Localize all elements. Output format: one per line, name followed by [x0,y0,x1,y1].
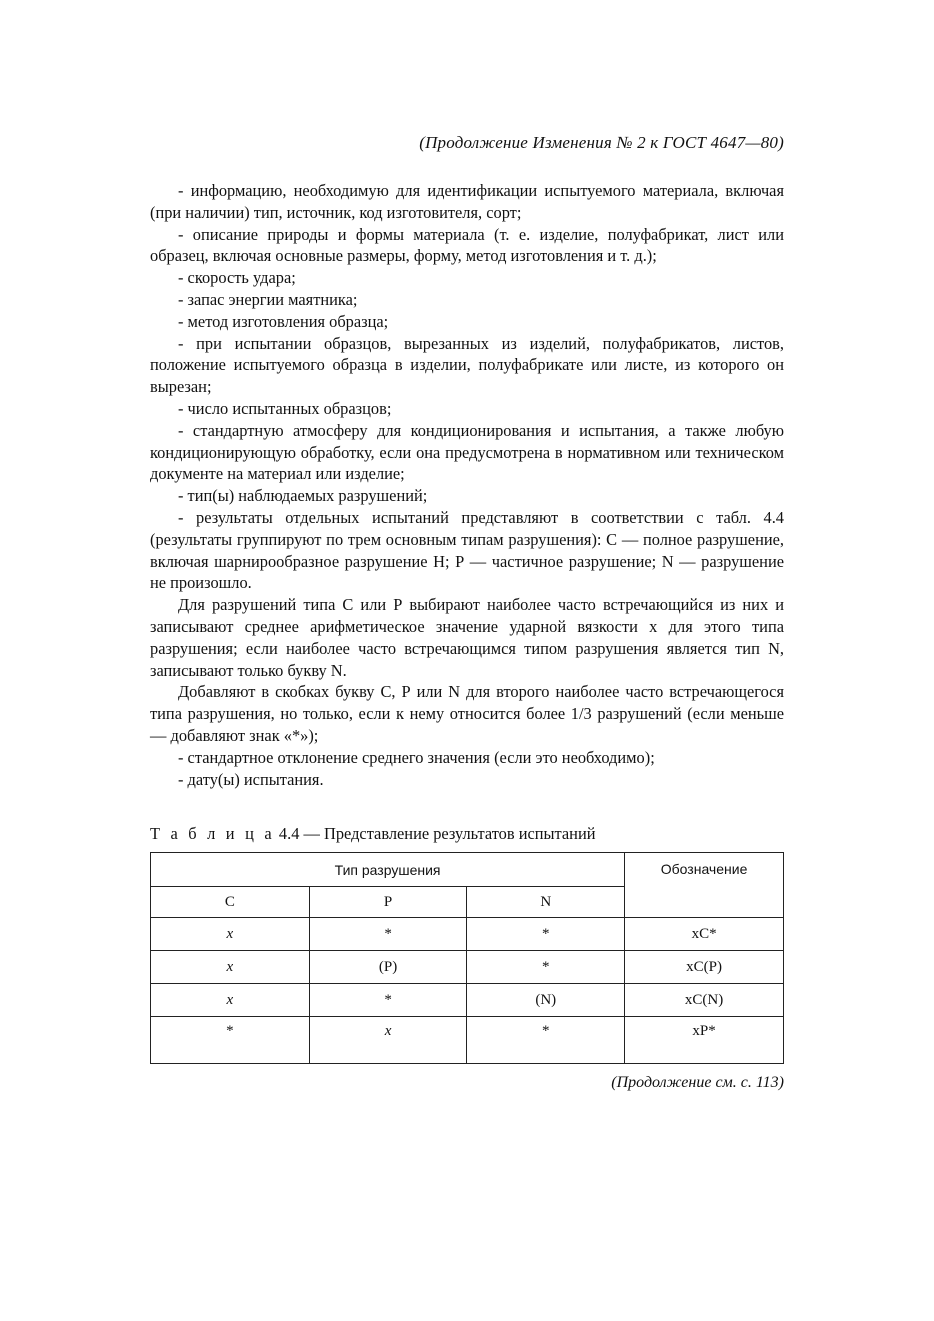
paragraph: - дату(ы) испытания. [178,769,324,789]
table-header-row [151,853,784,887]
cell-designation: xC* [625,918,784,951]
cell-n: * [467,918,625,951]
cell-c: x [151,984,310,1017]
table-row [151,1017,784,1064]
paragraph: - тип(ы) наблюдаемых разрушений; [178,486,428,506]
cell-c: x [151,951,310,984]
cell-c: * [151,1017,310,1064]
header-c: C [151,887,310,918]
table-row [151,918,784,951]
table-row [151,984,784,1017]
table-caption [150,824,596,844]
body-text [150,180,784,790]
cell-n: (N) [467,984,625,1017]
paragraph: Добавляют в скобках букву С, Р или N для второго наиболее часто встречающегося типа разрушения, но только, если к нему относится более 1/3 разрушений (если меньше — добавляют знак «*»); [150,682,784,745]
cell-n: * [467,1017,625,1064]
paragraph: - число испытанных образцов; [178,398,392,418]
paragraph: - информацию, необходимую для идентификации испытуемого материала, включая (при наличии) тип, источник, код изготовителя, сорт; [150,181,784,222]
page-header: (Продолжение Изменения № 2 к ГОСТ 4647—80) [419,133,784,152]
fracture-type-header: Тип разрушения [151,853,625,887]
cell-p: * [309,984,467,1017]
paragraph: - запас энергии маятника; [178,289,358,309]
table-caption-title: 4.4 — Представление результатов испытаний [274,824,596,843]
cell-p: (P) [309,951,467,984]
paragraph: - стандартное отклонение среднего значения (если это необходимо); [178,747,655,767]
cell-c: x [151,918,310,951]
cell-designation: xC(P) [625,951,784,984]
designation-header: Обозначение [625,853,784,918]
paragraph: - при испытании образцов, вырезанных из изделий, полуфабрикатов, листов, положение испытуемого образца в изделии, полуфабрикате или листе, из которого он вырезан; [150,333,784,397]
cell-n: * [467,951,625,984]
paragraph: - метод изготовления образца; [178,311,389,331]
paragraph: Для разрушений типа С или Р выбирают наиболее часто встречающийся из них и записывают среднее арифметическое значение ударной вязкости x для этого типа разрушения; если наиболее часто встречающимся типом разрушения является тип N, записывают только букву N. [150,595,784,680]
page-footer: (Продолжение см. с. 113) [611,1074,784,1091]
cell-p: x [309,1017,467,1064]
header-p: P [309,887,467,918]
table-row [151,951,784,984]
cell-designation: xP* [625,1017,784,1064]
table-caption-label: Т а б л и ц а [150,824,275,843]
paragraph: - описание природы и формы материала (т. е. изделие, полуфабрикат, лист или образец, включая основные размеры, форму, метод изготовления и т. д.); [150,224,784,266]
cell-designation: xC(N) [625,984,784,1017]
header-n: N [467,887,625,918]
cell-p: * [309,918,467,951]
paragraph: - результаты отдельных испытаний представляют в соответствии с табл. 4.4 (результаты группируют по трем основным типам разрушения): С — полное разрушение, включая шарнирообразное разрушение Н; Р — частичное разрушение; N — разрушение не произошло. [150,507,784,593]
paragraph: - стандартную атмосферу для кондиционирования и испытания, а также любую кондиционирующую обработку, если она предусмотрена в нормативном или техническом документе на материал или изделие; [150,420,784,484]
results-table [150,852,784,1064]
paragraph: - скорость удара; [178,268,296,288]
